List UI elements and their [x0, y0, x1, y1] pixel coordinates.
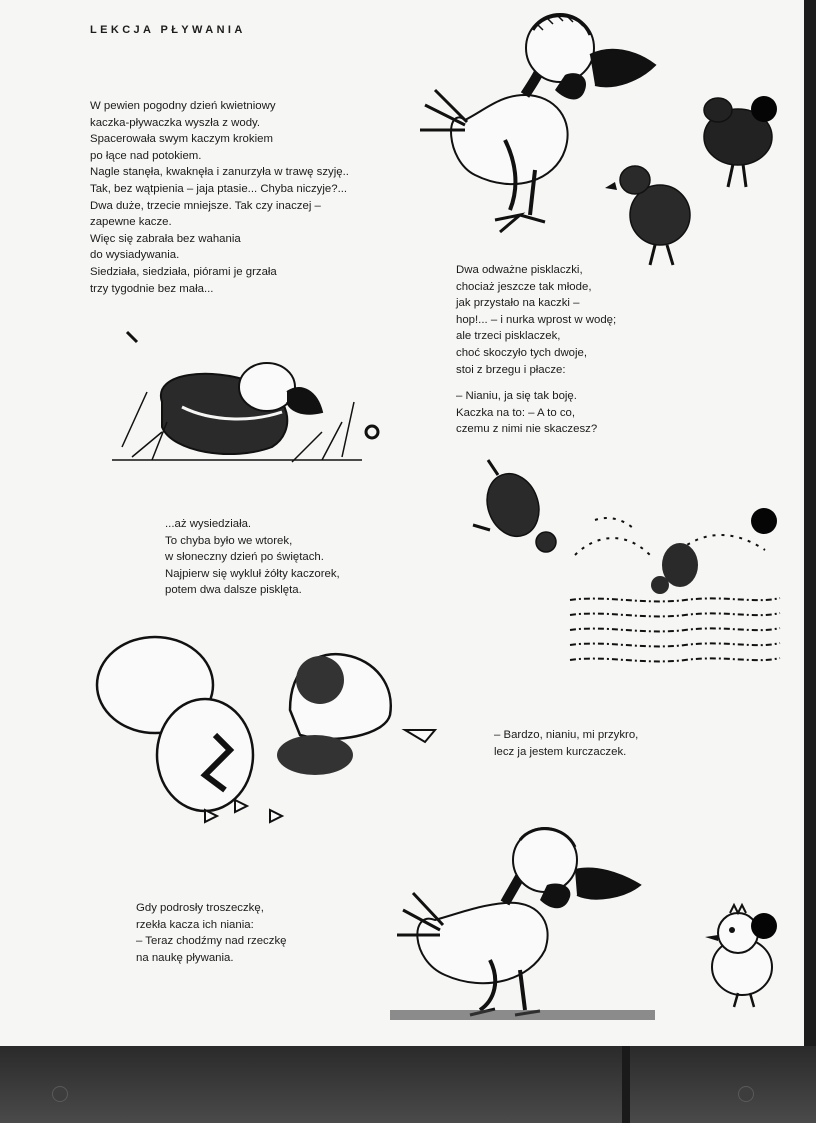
stanza-5 — [456, 388, 597, 438]
verse-line: po łące nad potokiem. — [90, 149, 202, 162]
verse-line: Spacerowała swym kaczym krokiem — [90, 133, 273, 146]
verse-line: hop!... – i nurka wprost w wodę; — [456, 313, 617, 326]
screw-icon — [738, 1086, 754, 1102]
verse-line: Dwa duże, trzecie mniejsze. Tak czy inaczej – — [90, 199, 321, 212]
verse-line: Nagle stanęła, kwaknęła i zanurzyła w trawę szyję.. — [90, 166, 349, 179]
verse-line: w słoneczny dzień po świętach. — [165, 551, 324, 564]
verse-line: – Nianiu, ja się tak boję. — [456, 390, 577, 402]
verse-line: lecz ja jestem kurczaczek. — [494, 745, 627, 758]
verse-line: jak przystało na kaczki – — [456, 297, 580, 310]
page-edge — [804, 0, 816, 1046]
duck-sitting-on-eggs-illustration — [92, 312, 382, 472]
verse-line: potem dwa dalsze pisklęta. — [165, 584, 302, 597]
diving-duckling-illustration — [575, 510, 775, 600]
verse-line: trzy tygodnie bez mała... — [90, 282, 214, 295]
little-chicken-illustration — [700, 905, 790, 1010]
scanner-bed — [0, 1046, 816, 1123]
stanza-1 — [90, 98, 349, 297]
stanza-2 — [165, 516, 340, 599]
verse-line: stoi z brzegu i płacze: — [456, 363, 566, 376]
scanner-bed-gap — [622, 1046, 630, 1123]
verse-line: kaczka-pływaczka wyszła z wody. — [90, 116, 261, 129]
verse-line: rzekła kacza ich niania: — [136, 918, 254, 931]
water-ripples-illustration — [565, 590, 785, 675]
stanza-6 — [494, 727, 638, 760]
verse-line: – Bardzo, nianiu, mi przykro, — [494, 729, 639, 741]
verse-line: Więc się zabrała bez wahania — [90, 232, 241, 245]
verse-line: W pewien pogodny dzień kwietniowy — [90, 100, 276, 112]
verse-line: – Teraz chodźmy nad rzeczkę — [136, 935, 287, 948]
verse-line: zapewne kacze. — [90, 216, 172, 229]
verse-line: ale trzeci pisklaczek, — [456, 330, 561, 343]
binder-hole — [751, 913, 777, 939]
jumping-duckling-illustration — [468, 450, 563, 555]
verse-line: ...aż wysiedziała. — [165, 518, 252, 530]
mother-duck-standing-illustration — [385, 825, 660, 1025]
binder-hole — [751, 96, 777, 122]
verse-line: choć skoczyło tych dwoje, — [456, 346, 588, 359]
screw-icon — [52, 1086, 68, 1102]
verse-line: do wysiadywania. — [90, 249, 180, 262]
verse-line: Kaczka na to: – A to co, — [456, 406, 576, 419]
verse-line: Dwa odważne pisklaczki, — [456, 264, 583, 276]
verse-line: To chyba było we wtorek, — [165, 534, 293, 547]
verse-line: chociaż jeszcze tak młode, — [456, 280, 592, 293]
hatching-eggs-illustration — [95, 625, 450, 835]
verse-line: Najpierw się wykluł żółty kaczorek, — [165, 567, 340, 580]
verse-line: czemu z nimi nie skaczesz? — [456, 423, 598, 436]
duckling-illustration — [605, 160, 715, 270]
stanza-4 — [456, 262, 616, 378]
verse-line: na naukę pływania. — [136, 951, 234, 964]
verse-line: Gdy podrosły troszeczkę, — [136, 902, 264, 914]
page-title: LEKCJA PŁYWANIA — [90, 24, 246, 36]
stanza-3 — [136, 900, 286, 966]
verse-line: Tak, bez wątpienia – jaja ptasie... Chyba niczyje?... — [90, 182, 348, 195]
binder-hole — [751, 508, 777, 534]
verse-line: Siedziała, siedziała, piórami je grzała — [90, 265, 277, 278]
